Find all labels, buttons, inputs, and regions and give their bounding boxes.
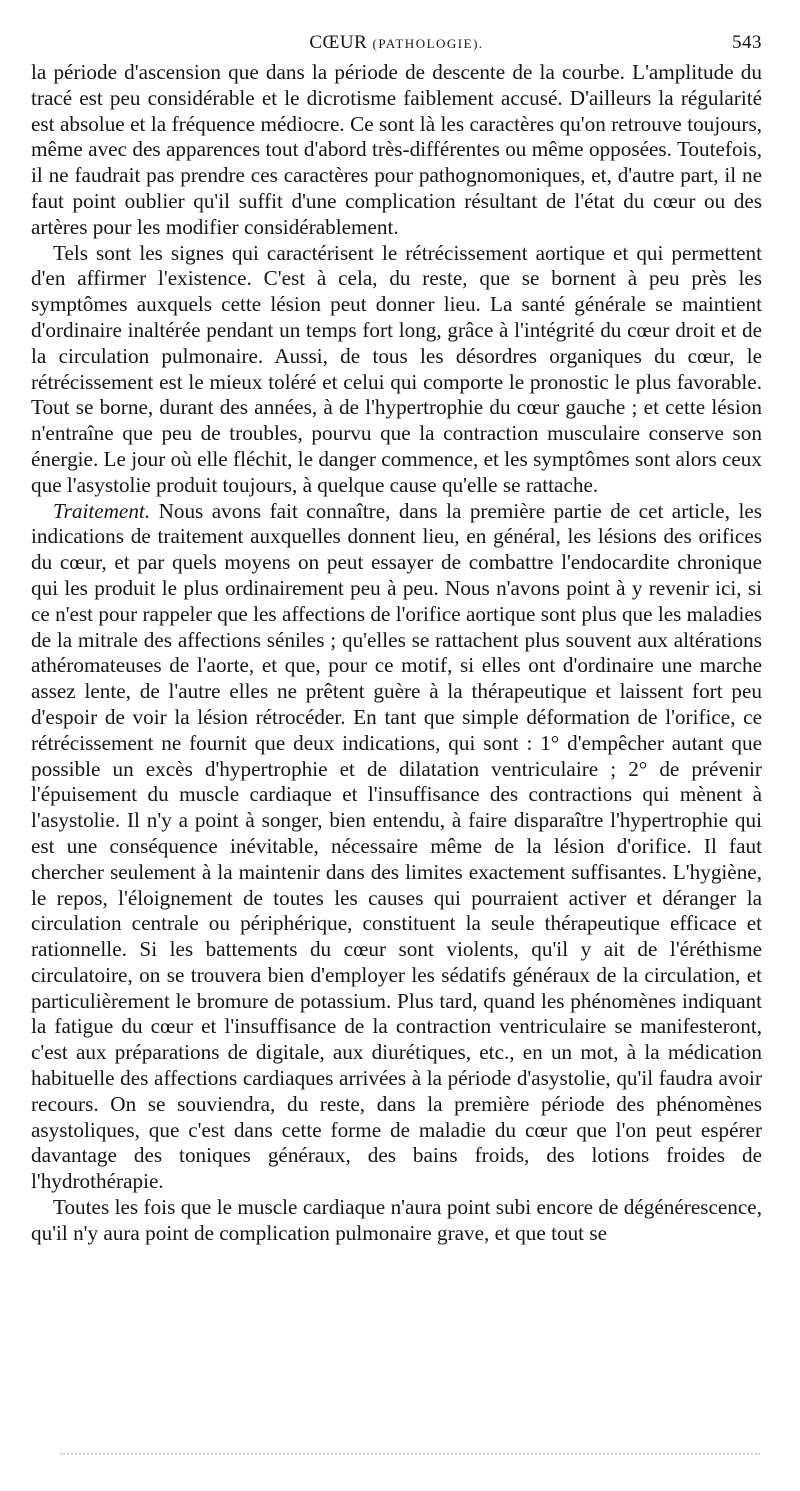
section-run-in-heading: Traitement. xyxy=(53,498,159,523)
paragraph xyxy=(31,241,762,499)
running-head xyxy=(31,32,762,60)
paragraph xyxy=(31,1195,762,1247)
body-text xyxy=(31,60,762,1247)
paragraph-text: Toutes les fois que le muscle cardiaque n'aura point subi encore de dégénérescence, qu'il n'y aura point de complication pulmonaire grave, et que tout se xyxy=(31,1195,762,1245)
running-title-main: CŒUR xyxy=(309,32,368,53)
page-number: 543 xyxy=(732,32,762,53)
bottom-scan-artifact xyxy=(60,1453,760,1457)
paragraph-continuation xyxy=(31,60,762,241)
paragraph-text: la période d'ascension que dans la période de descente de la courbe. L'amplitude du tracé est peu considérable et le dicrotisme faiblement accusé. D'ailleurs la régularité est absolue et la fréquence médiocre. Ce sont là les caractères qu'on retrouve toujours, même avec des apparences tout d'abord très-différentes ou même opposées. Toutefois, il ne faudrait pas prendre ces caractères pour pathognomoniques, et, d'autre part, il ne faut point oublier qu'il suffit d'une complication résultant de l'état du cœur ou des artères pour les modifier considérablement. xyxy=(31,60,762,239)
paragraph-traitement xyxy=(31,499,762,1196)
running-title xyxy=(31,32,762,54)
paragraph-text: Tels sont les signes qui caractérisent le rétrécissement aortique et qui permettent d'en affirmer l'existence. C'est à cela, du reste, que se bornent à peu près les symptômes auxquels cette lésion peut donner lieu. La santé générale se maintient d'ordinaire inaltérée pendant un temps fort long, grâce à l'intégrité du cœur droit et de la circulation pulmonaire. Aussi, de tous les désordres organiques du cœur, le rétrécissement est le mieux toléré et celui qui comporte le pronostic le plus favorable. Tout se borne, durant des années, à de l'hypertrophie du cœur gauche ; et cette lésion n'entraîne que peu de troubles, pourvu que la contraction musculaire conserve son énergie. Le jour où elle fléchit, le danger commence, et les symptômes sont alors ceux que l'asystolie produit toujours, à quelque cause qu'elle se rattache. xyxy=(31,240,762,497)
running-title-sub: (PATHOLOGIE). xyxy=(372,36,484,51)
paragraph-text: Nous avons fait connaître, dans la première partie de cet article, les indications de traitement auxquelles donnent lieu, en général, les lésions des orifices du cœur, et par quels moyens on peut essayer de combattre l'endocardite chronique qui les produit le plus ordinairement peu à peu. Nous n'avons point à y revenir ici, si ce n'est pour rappeler que les affections de l'orifice aortique sont plus que les maladies de la mitrale des affections séniles ; qu'elles se rattachent plus souvent aux altérations athéromateuses de l'aorte, et que, pour ce motif, si elles ont d'ordinaire une marche assez lente, de l'autre elles ne prêtent guère à la thérapeutique et laissent fort peu d'espoir de voir la lésion rétrocéder. En tant que simple déformation de l'orifice, ce rétrécissement ne fournit que deux indications, qui sont : 1° d'empêcher autant que possible un excès d'hypertrophie et de dilatation ventriculaire ; 2° de prévenir l'épuisement du muscle cardiaque et l'insuffisance des contractions qui mènent à l'asystolie. Il n'y a point à songer, bien entendu, à faire disparaître l'hypertrophie qui est une conséquence inévitable, nécessaire même de la lésion d'orifice. Il faut chercher seulement à la maintenir dans des limites exactement suffisantes. L'hygiène, le repos, l'éloignement de toutes les causes qui pourraient activer et déranger la circulation centrale ou périphérique, constituent la seule thérapeutique efficace et rationnelle. Si les battements du cœur sont violents, qu'il y ait de l'éréthisme circulatoire, on se trouvera bien d'employer les sédatifs généraux de la circulation, et particulièrement le bromure de potassium. Plus tard, quand les phénomènes indiquant la fatigue du cœur et l'insuffisance de la contraction ventriculaire se manifesteront, c'est aux préparations de digitale, aux diurétiques, etc., en un mot, à la médication habituelle des affections cardiaques arrivées à la période d'asystolie, qu'il faudra avoir recours. On se souviendra, du reste, dans la première période des phénomènes asystoliques, que c'est dans cette forme de maladie du cœur que l'on peut espérer davantage des toniques généraux, des bains froids, des lotions froides de l'hydrothérapie. xyxy=(31,498,762,1194)
